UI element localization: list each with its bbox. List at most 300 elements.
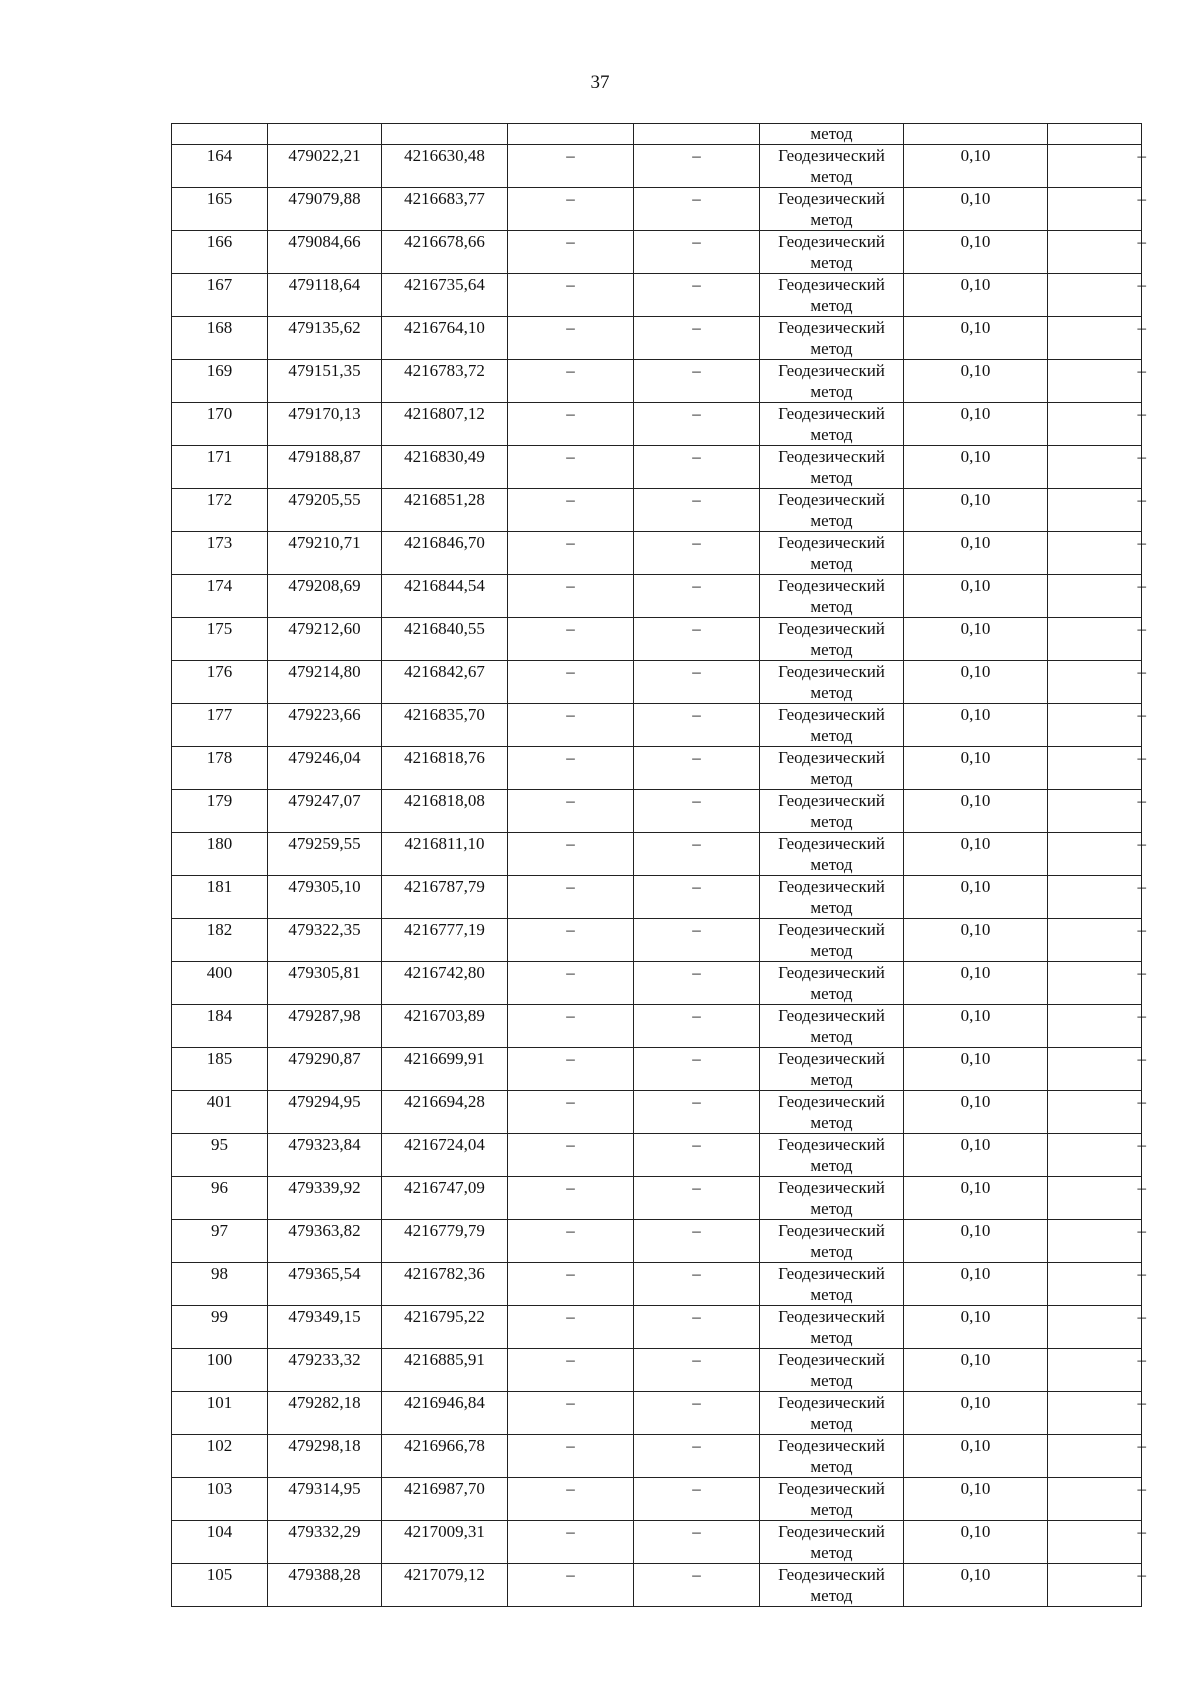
page-number: 37 — [590, 72, 610, 93]
cell-point-number: 166 — [172, 231, 268, 274]
method-line-2: метод — [810, 1500, 853, 1519]
method-line-1: Геодезический — [778, 275, 885, 294]
table-row — [172, 360, 1142, 403]
cell-last — [1048, 575, 1146, 618]
cell-dash: – — [508, 1392, 634, 1435]
cell-last — [1048, 1564, 1146, 1607]
cell-x-coordinate: 479212,60 — [268, 618, 382, 661]
cell-y-coordinate: 4216966,78 — [382, 1435, 508, 1478]
cell-point-number: 97 — [172, 1220, 268, 1263]
cell-last-dash: – — [1137, 1049, 1146, 1068]
cell-accuracy: 0,10 — [904, 1478, 1048, 1521]
cell-accuracy: 0,10 — [904, 1564, 1048, 1607]
cell-point-number: 96 — [172, 1177, 268, 1220]
cell-dash: – — [508, 231, 634, 274]
cell-last-dash: – — [1137, 1006, 1146, 1025]
method-line-1: Геодезический — [778, 232, 885, 251]
table-row — [172, 489, 1142, 532]
cell-dash: – — [508, 1435, 634, 1478]
cell-point-number: 174 — [172, 575, 268, 618]
cell-last-dash: – — [1137, 447, 1146, 466]
cell-method — [760, 1263, 904, 1306]
cell-point-number: 99 — [172, 1306, 268, 1349]
method-line-1: Геодезический — [778, 877, 885, 896]
cell-empty — [382, 124, 508, 145]
table-row — [172, 1478, 1142, 1521]
method-line-1: Геодезический — [778, 1264, 885, 1283]
method-line-2: метод — [810, 554, 853, 573]
method-line-2: метод — [810, 1328, 853, 1347]
cell-accuracy: 0,10 — [904, 1091, 1048, 1134]
cell-last-dash: – — [1137, 533, 1146, 552]
cell-last — [1048, 1263, 1146, 1306]
method-line-2: метод — [810, 253, 853, 272]
cell-dash: – — [634, 1134, 760, 1177]
cell-dash: – — [634, 1521, 760, 1564]
cell-x-coordinate: 479208,69 — [268, 575, 382, 618]
table-row — [172, 661, 1142, 704]
cell-last — [1048, 1177, 1146, 1220]
cell-method — [760, 403, 904, 446]
cell-point-number: 180 — [172, 833, 268, 876]
cell-point-number: 177 — [172, 704, 268, 747]
cell-method — [760, 1564, 904, 1607]
cell-dash: – — [508, 1048, 634, 1091]
cell-y-coordinate: 4216830,49 — [382, 446, 508, 489]
cell-last — [1048, 1521, 1146, 1564]
cell-accuracy: 0,10 — [904, 231, 1048, 274]
method-line-2: метод — [810, 1543, 853, 1562]
cell-dash: – — [508, 532, 634, 575]
cell-last — [1048, 489, 1146, 532]
cell-y-coordinate: 4216787,79 — [382, 876, 508, 919]
method-line-1: Геодезический — [778, 146, 885, 165]
cell-accuracy: 0,10 — [904, 790, 1048, 833]
cell-method-tail: метод — [760, 124, 904, 145]
method-line-2: метод — [810, 1242, 853, 1261]
method-line-2: метод — [810, 511, 853, 530]
cell-dash: – — [508, 1564, 634, 1607]
cell-last-dash: – — [1137, 1221, 1146, 1240]
cell-last-dash: – — [1137, 361, 1146, 380]
cell-y-coordinate: 4217079,12 — [382, 1564, 508, 1607]
cell-point-number: 181 — [172, 876, 268, 919]
cell-last-dash: – — [1137, 576, 1146, 595]
table-row — [172, 1263, 1142, 1306]
cell-dash: – — [634, 446, 760, 489]
cell-accuracy: 0,10 — [904, 661, 1048, 704]
table-row — [172, 833, 1142, 876]
cell-method — [760, 962, 904, 1005]
method-line-2: метод — [810, 1027, 853, 1046]
cell-dash: – — [634, 790, 760, 833]
cell-x-coordinate: 479365,54 — [268, 1263, 382, 1306]
cell-x-coordinate: 479188,87 — [268, 446, 382, 489]
cell-dash: – — [634, 1005, 760, 1048]
cell-point-number: 182 — [172, 919, 268, 962]
cell-x-coordinate: 479259,55 — [268, 833, 382, 876]
cell-dash: – — [634, 1263, 760, 1306]
cell-last — [1048, 962, 1146, 1005]
cell-y-coordinate: 4216777,19 — [382, 919, 508, 962]
table-row — [172, 618, 1142, 661]
method-line-2: метод — [810, 382, 853, 401]
cell-point-number: 105 — [172, 1564, 268, 1607]
cell-dash: – — [508, 1005, 634, 1048]
cell-dash: – — [508, 1521, 634, 1564]
cell-method — [760, 876, 904, 919]
cell-point-number: 172 — [172, 489, 268, 532]
cell-method — [760, 618, 904, 661]
cell-last — [1048, 790, 1146, 833]
method-line-2: метод — [810, 1586, 853, 1605]
table-row — [172, 1521, 1142, 1564]
cell-accuracy: 0,10 — [904, 1048, 1048, 1091]
table-row — [172, 317, 1142, 360]
method-line-1: Геодезический — [778, 834, 885, 853]
cell-dash: – — [508, 446, 634, 489]
cell-dash: – — [634, 403, 760, 446]
table-row — [172, 274, 1142, 317]
cell-last — [1048, 618, 1146, 661]
cell-last — [1048, 188, 1146, 231]
cell-accuracy: 0,10 — [904, 1220, 1048, 1263]
cell-dash: – — [634, 231, 760, 274]
cell-x-coordinate: 479247,07 — [268, 790, 382, 833]
cell-accuracy: 0,10 — [904, 618, 1048, 661]
method-line-2: метод — [810, 339, 853, 358]
cell-accuracy: 0,10 — [904, 145, 1048, 188]
cell-method — [760, 532, 904, 575]
cell-accuracy: 0,10 — [904, 274, 1048, 317]
cell-dash: – — [634, 1564, 760, 1607]
cell-point-number: 170 — [172, 403, 268, 446]
method-line-1: Геодезический — [778, 619, 885, 638]
cell-method — [760, 1435, 904, 1478]
cell-x-coordinate: 479246,04 — [268, 747, 382, 790]
method-line-1: Геодезический — [778, 1092, 885, 1111]
cell-dash: – — [634, 618, 760, 661]
table-row — [172, 1134, 1142, 1177]
cell-last — [1048, 317, 1146, 360]
cell-y-coordinate: 4216946,84 — [382, 1392, 508, 1435]
cell-dash: – — [508, 1349, 634, 1392]
cell-point-number: 167 — [172, 274, 268, 317]
method-line-1: Геодезический — [778, 361, 885, 380]
cell-last-dash: – — [1137, 920, 1146, 939]
table-body — [172, 124, 1146, 1607]
cell-method — [760, 1478, 904, 1521]
cell-dash: – — [634, 1220, 760, 1263]
cell-x-coordinate: 479388,28 — [268, 1564, 382, 1607]
cell-dash: – — [508, 1177, 634, 1220]
cell-dash: – — [508, 833, 634, 876]
cell-dash: – — [634, 317, 760, 360]
cell-method — [760, 1091, 904, 1134]
cell-point-number: 401 — [172, 1091, 268, 1134]
cell-point-number: 184 — [172, 1005, 268, 1048]
cell-last — [1048, 704, 1146, 747]
cell-x-coordinate: 479282,18 — [268, 1392, 382, 1435]
cell-last — [1048, 1306, 1146, 1349]
cell-dash: – — [634, 188, 760, 231]
cell-method — [760, 575, 904, 618]
table-row — [172, 188, 1142, 231]
cell-point-number: 178 — [172, 747, 268, 790]
method-line-2: метод — [810, 1113, 853, 1132]
method-line-1: Геодезический — [778, 1436, 885, 1455]
cell-dash: – — [508, 790, 634, 833]
cell-method — [760, 274, 904, 317]
cell-dash: – — [508, 704, 634, 747]
cell-method — [760, 317, 904, 360]
cell-x-coordinate: 479084,66 — [268, 231, 382, 274]
cell-last — [1048, 1478, 1146, 1521]
cell-x-coordinate: 479314,95 — [268, 1478, 382, 1521]
cell-x-coordinate: 479349,15 — [268, 1306, 382, 1349]
cell-last-dash: – — [1137, 1092, 1146, 1111]
cell-method — [760, 704, 904, 747]
cell-method — [760, 1134, 904, 1177]
cell-last-dash: – — [1137, 189, 1146, 208]
cell-point-number: 101 — [172, 1392, 268, 1435]
method-line-1: Геодезический — [778, 1049, 885, 1068]
cell-x-coordinate: 479290,87 — [268, 1048, 382, 1091]
cell-method — [760, 919, 904, 962]
cell-dash: – — [634, 1349, 760, 1392]
cell-y-coordinate: 4216885,91 — [382, 1349, 508, 1392]
method-line-1: Геодезический — [778, 963, 885, 982]
method-line-1: Геодезический — [778, 920, 885, 939]
method-line-2: метод — [810, 898, 853, 917]
cell-x-coordinate: 479170,13 — [268, 403, 382, 446]
cell-dash: – — [634, 1091, 760, 1134]
cell-last-dash: – — [1137, 705, 1146, 724]
cell-dash: – — [508, 274, 634, 317]
cell-y-coordinate: 4216764,10 — [382, 317, 508, 360]
cell-x-coordinate: 479210,71 — [268, 532, 382, 575]
method-line-2: метод — [810, 941, 853, 960]
cell-x-coordinate: 479339,92 — [268, 1177, 382, 1220]
cell-dash: – — [634, 532, 760, 575]
cell-y-coordinate: 4216811,10 — [382, 833, 508, 876]
cell-point-number: 175 — [172, 618, 268, 661]
cell-last — [1048, 231, 1146, 274]
cell-empty — [172, 124, 268, 145]
cell-last — [1048, 747, 1146, 790]
cell-x-coordinate: 479363,82 — [268, 1220, 382, 1263]
cell-dash: – — [634, 661, 760, 704]
cell-dash: – — [508, 317, 634, 360]
table-row — [172, 1435, 1142, 1478]
cell-accuracy: 0,10 — [904, 833, 1048, 876]
cell-last-dash: – — [1137, 834, 1146, 853]
cell-empty — [1048, 124, 1142, 145]
method-line-2: метод — [810, 984, 853, 1003]
method-line-1: Геодезический — [778, 748, 885, 767]
cell-last-dash: – — [1137, 318, 1146, 337]
cell-dash: – — [508, 575, 634, 618]
cell-method — [760, 1349, 904, 1392]
cell-dash: – — [508, 1306, 634, 1349]
cell-last-dash: – — [1137, 1436, 1146, 1455]
cell-y-coordinate: 4216840,55 — [382, 618, 508, 661]
cell-dash: – — [634, 1435, 760, 1478]
table-row — [172, 532, 1142, 575]
cell-y-coordinate: 4216783,72 — [382, 360, 508, 403]
method-line-2: метод — [810, 597, 853, 616]
cell-dash: – — [508, 747, 634, 790]
cell-method — [760, 231, 904, 274]
cell-y-coordinate: 4216699,91 — [382, 1048, 508, 1091]
cell-method — [760, 188, 904, 231]
method-line-1: Геодезический — [778, 533, 885, 552]
cell-accuracy: 0,10 — [904, 962, 1048, 1005]
cell-last — [1048, 1048, 1146, 1091]
cell-accuracy: 0,10 — [904, 1349, 1048, 1392]
cell-dash: – — [634, 962, 760, 1005]
cell-accuracy: 0,10 — [904, 188, 1048, 231]
cell-dash: – — [508, 919, 634, 962]
cell-last-dash: – — [1137, 1135, 1146, 1154]
cell-x-coordinate: 479322,35 — [268, 919, 382, 962]
method-line-2: метод — [810, 683, 853, 702]
cell-dash: – — [634, 489, 760, 532]
cell-method — [760, 1392, 904, 1435]
cell-dash: – — [508, 188, 634, 231]
cell-x-coordinate: 479233,32 — [268, 1349, 382, 1392]
cell-accuracy: 0,10 — [904, 1177, 1048, 1220]
method-line-1: Геодезический — [778, 490, 885, 509]
method-line-2: метод — [810, 425, 853, 444]
coordinates-table — [171, 123, 1146, 1607]
cell-y-coordinate: 4216747,09 — [382, 1177, 508, 1220]
cell-empty — [268, 124, 382, 145]
cell-accuracy: 0,10 — [904, 747, 1048, 790]
cell-x-coordinate: 479214,80 — [268, 661, 382, 704]
cell-last — [1048, 403, 1146, 446]
cell-last — [1048, 446, 1146, 489]
cell-accuracy: 0,10 — [904, 360, 1048, 403]
cell-last — [1048, 145, 1146, 188]
cell-last-dash: – — [1137, 748, 1146, 767]
cell-method — [760, 1306, 904, 1349]
cell-point-number: 171 — [172, 446, 268, 489]
method-line-1: Геодезический — [778, 318, 885, 337]
table-row — [172, 1177, 1142, 1220]
cell-accuracy: 0,10 — [904, 1521, 1048, 1564]
cell-y-coordinate: 4216782,36 — [382, 1263, 508, 1306]
cell-dash: – — [634, 1478, 760, 1521]
cell-y-coordinate: 4216795,22 — [382, 1306, 508, 1349]
cell-y-coordinate: 4216724,04 — [382, 1134, 508, 1177]
cell-last-dash: – — [1137, 1522, 1146, 1541]
cell-accuracy: 0,10 — [904, 704, 1048, 747]
cell-last — [1048, 661, 1146, 704]
cell-point-number: 169 — [172, 360, 268, 403]
table-row — [172, 145, 1142, 188]
cell-last-dash: – — [1137, 662, 1146, 681]
cell-point-number: 100 — [172, 1349, 268, 1392]
cell-dash: – — [508, 489, 634, 532]
cell-dash: – — [508, 1478, 634, 1521]
cell-x-coordinate: 479305,10 — [268, 876, 382, 919]
cell-last — [1048, 1349, 1146, 1392]
cell-y-coordinate: 4216844,54 — [382, 575, 508, 618]
method-line-2: метод — [810, 1457, 853, 1476]
cell-point-number: 165 — [172, 188, 268, 231]
table-row — [172, 1005, 1142, 1048]
cell-point-number: 168 — [172, 317, 268, 360]
cell-point-number: 176 — [172, 661, 268, 704]
table-row — [172, 575, 1142, 618]
cell-last-dash: – — [1137, 404, 1146, 423]
table-row — [172, 876, 1142, 919]
cell-dash: – — [634, 360, 760, 403]
method-line-1: Геодезический — [778, 1178, 885, 1197]
table-row — [172, 962, 1142, 1005]
table-row — [172, 1220, 1142, 1263]
cell-x-coordinate: 479079,88 — [268, 188, 382, 231]
method-line-1: Геодезический — [778, 1479, 885, 1498]
method-line-2: метод — [810, 726, 853, 745]
cell-y-coordinate: 4216703,89 — [382, 1005, 508, 1048]
cell-y-coordinate: 4216846,70 — [382, 532, 508, 575]
cell-dash: – — [634, 274, 760, 317]
cell-accuracy: 0,10 — [904, 1263, 1048, 1306]
cell-y-coordinate: 4216683,77 — [382, 188, 508, 231]
cell-last-dash: – — [1137, 963, 1146, 982]
method-line-2: метод — [810, 812, 853, 831]
cell-last-dash: – — [1137, 1565, 1146, 1584]
method-line-2: метод — [810, 296, 853, 315]
table-row — [172, 446, 1142, 489]
cell-method — [760, 790, 904, 833]
cell-last — [1048, 833, 1146, 876]
cell-x-coordinate: 479332,29 — [268, 1521, 382, 1564]
cell-dash: – — [508, 876, 634, 919]
cell-dash: – — [508, 360, 634, 403]
cell-dash: – — [634, 704, 760, 747]
cell-point-number: 98 — [172, 1263, 268, 1306]
cell-last — [1048, 532, 1146, 575]
method-line-1: Геодезический — [778, 447, 885, 466]
cell-empty — [634, 124, 760, 145]
cell-x-coordinate: 479223,66 — [268, 704, 382, 747]
cell-dash: – — [634, 1392, 760, 1435]
cell-accuracy: 0,10 — [904, 575, 1048, 618]
cell-y-coordinate: 4216987,70 — [382, 1478, 508, 1521]
cell-x-coordinate: 479305,81 — [268, 962, 382, 1005]
cell-dash: – — [634, 833, 760, 876]
method-line-2: метод — [810, 1285, 853, 1304]
cell-y-coordinate: 4216694,28 — [382, 1091, 508, 1134]
cell-empty — [904, 124, 1048, 145]
table-row — [172, 1349, 1142, 1392]
table-row — [172, 1091, 1142, 1134]
cell-accuracy: 0,10 — [904, 403, 1048, 446]
cell-last-dash: – — [1137, 232, 1146, 251]
cell-y-coordinate: 4216630,48 — [382, 145, 508, 188]
cell-method — [760, 360, 904, 403]
cell-method — [760, 747, 904, 790]
cell-last-dash: – — [1137, 275, 1146, 294]
cell-x-coordinate: 479294,95 — [268, 1091, 382, 1134]
cell-dash: – — [634, 1306, 760, 1349]
cell-point-number: 95 — [172, 1134, 268, 1177]
table-row — [172, 1048, 1142, 1091]
table-row — [172, 231, 1142, 274]
